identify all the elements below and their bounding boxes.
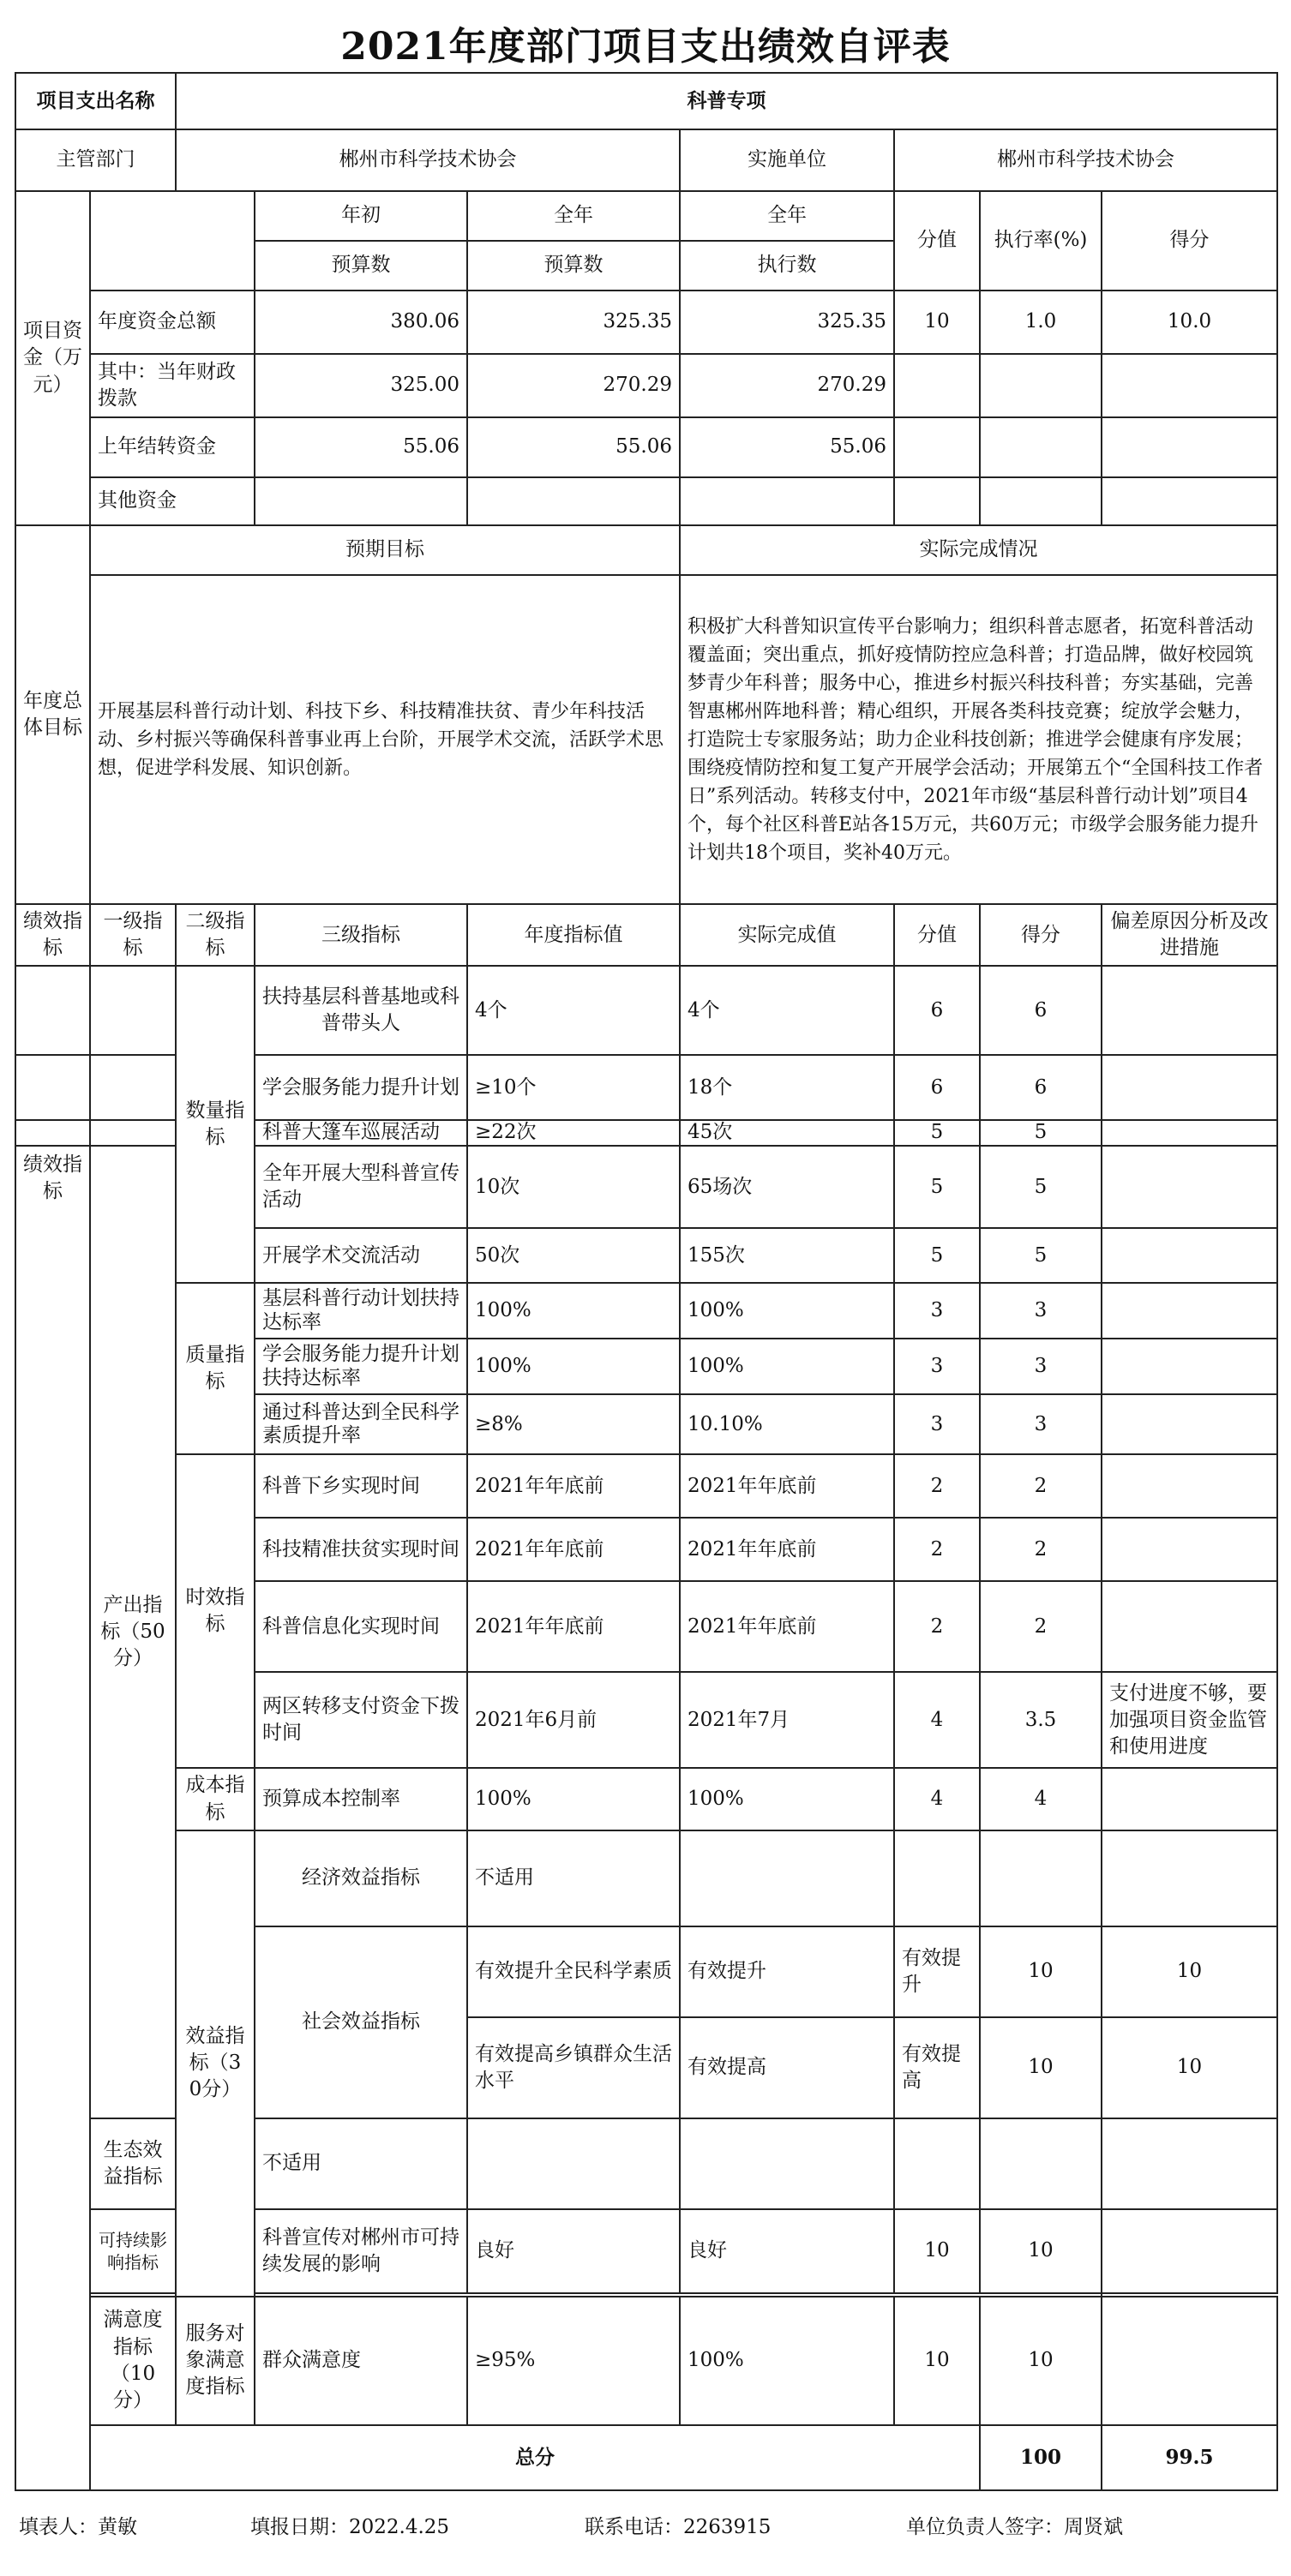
indicator-actual: 100%	[680, 1339, 894, 1394]
indicator-name: 开展学术交流活动	[255, 1228, 467, 1283]
indicator-target: ≥10个	[467, 1055, 680, 1120]
social-label: 社会效益指标	[255, 1926, 467, 2118]
indicator-target: 2021年年底前	[467, 1581, 680, 1672]
indicator-value: 3	[894, 1394, 980, 1454]
funds-col-value: 分值	[894, 191, 980, 291]
indicator-value: 3	[894, 1339, 980, 1394]
indicator-name: 科普信息化实现时间	[255, 1581, 467, 1672]
indicator-score: 4	[980, 1768, 1102, 1830]
indicator-value: 6	[894, 1055, 980, 1120]
funds-row-rate	[980, 354, 1102, 417]
indicator-note	[1102, 2297, 1277, 2425]
funds-section-label: 项目资金（万元）	[15, 191, 90, 525]
funds-row-label: 上年结转资金	[90, 417, 255, 477]
page-title: 2021年度部门项目支出绩效自评表	[340, 25, 951, 69]
total-score: 99.5	[1102, 2425, 1277, 2490]
indicator-actual: 100%	[680, 2297, 894, 2425]
indicator-value	[894, 2118, 980, 2209]
satisfaction-label: 满意度指标（10分）	[90, 2297, 176, 2425]
indicator-target: 4个	[467, 966, 680, 1055]
indicator-note: 支付进度不够，要加强项目资金监管和使用进度	[1102, 1672, 1277, 1768]
indicator-name: 扶持基层科普基地或科普带头人	[255, 966, 467, 1055]
indicator-actual: 18个	[680, 1055, 894, 1120]
indicator-name: 不适用	[255, 2118, 467, 2209]
indicator-target: 100%	[467, 1283, 680, 1339]
indicator-note	[1102, 1055, 1277, 1120]
indicator-score: 10	[980, 2209, 1102, 2293]
dept-value: 郴州市科学技术协会	[176, 129, 680, 191]
indicator-actual: 2021年年底前	[680, 1518, 894, 1581]
indicator-value: 5	[894, 1120, 980, 1146]
funds-col-full-bottom: 预算数	[467, 241, 680, 291]
indicator-target: 良好	[467, 2209, 680, 2293]
funds-row-initial: 380.06	[255, 291, 467, 354]
indicator-note	[1102, 1228, 1277, 1283]
funds-row-full	[467, 477, 680, 525]
ind-header-level1: 一级指标	[90, 904, 176, 966]
footer-leader: 单位负责人签字：周贤斌	[906, 2516, 1123, 2538]
indicator-note	[1102, 1394, 1277, 1454]
funds-col-full-top: 全年	[467, 191, 680, 241]
indicator-name: 科普下乡实现时间	[255, 1454, 467, 1518]
footer-filler: 填表人：黄敏	[19, 2516, 137, 2538]
empty-cell	[90, 1120, 176, 1146]
indicator-note	[1102, 1120, 1277, 1146]
indicator-score: 6	[980, 1055, 1102, 1120]
indicator-value: 2	[894, 1518, 980, 1581]
indicator-name: 预算成本控制率	[255, 1768, 467, 1830]
indicator-score: 5	[980, 1228, 1102, 1283]
quantity-label: 数量指标	[176, 966, 255, 1283]
unit-label: 实施单位	[680, 129, 894, 191]
funds-row-score	[1102, 354, 1277, 417]
total-label: 总分	[90, 2425, 980, 2490]
indicator-target: 10次	[467, 1146, 680, 1228]
indicator-actual: 155次	[680, 1228, 894, 1283]
indicator-value: 4	[894, 1768, 980, 1830]
indicator-target: ≥22次	[467, 1120, 680, 1146]
indicator-note	[1102, 2118, 1277, 2209]
indicator-target: 2021年年底前	[467, 1454, 680, 1518]
indicator-value: 6	[894, 966, 980, 1055]
indicator-name: 有效提高乡镇群众生活水平	[467, 2017, 680, 2118]
project-name-label: 项目支出名称	[15, 73, 176, 129]
funds-row-exec	[680, 477, 894, 525]
funds-col-initial-top: 年初	[255, 191, 467, 241]
funds-row-rate	[980, 477, 1102, 525]
funds-row-label: 年度资金总额	[90, 291, 255, 354]
funds-row-score	[1102, 417, 1277, 477]
indicator-value: 10	[894, 2209, 980, 2293]
indicator-actual: 10.10%	[680, 1394, 894, 1454]
indicator-score: 3	[980, 1394, 1102, 1454]
goals-section-label: 年度总体目标	[15, 525, 90, 904]
indicator-name: 学会服务能力提升计划扶持达标率	[255, 1339, 467, 1394]
indicator-name: 群众满意度	[255, 2297, 467, 2425]
funds-col-initial-bottom: 预算数	[255, 241, 467, 291]
funds-row-value: 10	[894, 291, 980, 354]
indicator-score: 3.5	[980, 1672, 1102, 1768]
funds-row-rate: 1.0	[980, 291, 1102, 354]
indicator-score: 3	[980, 1339, 1102, 1394]
indicator-score: 2	[980, 1518, 1102, 1581]
funds-col-exec-top: 全年	[680, 191, 894, 241]
indicator-target: 2021年年底前	[467, 1518, 680, 1581]
footer	[19, 2501, 1279, 2552]
indicator-target: 2021年6月前	[467, 1672, 680, 1768]
indicator-target: 有效提高	[680, 2017, 894, 2118]
funds-row-initial	[255, 477, 467, 525]
indicator-value: 10	[980, 1926, 1102, 2017]
indicator-note	[1102, 1339, 1277, 1394]
indicator-actual: 45次	[680, 1120, 894, 1146]
indicator-name: 有效提升全民科学素质	[467, 1926, 680, 2017]
indicator-name: 科普宣传对郴州市可持续发展的影响	[255, 2209, 467, 2293]
indicator-name: 不适用	[467, 1830, 680, 1926]
indicator-note	[1102, 1581, 1277, 1672]
indicator-score: 10	[1102, 2017, 1277, 2118]
cost-label: 成本指标	[176, 1768, 255, 1830]
indicator-note	[1102, 1768, 1277, 1830]
funds-row-initial: 55.06	[255, 417, 467, 477]
funds-row-full: 325.35	[467, 291, 680, 354]
funds-row-score: 10.0	[1102, 291, 1277, 354]
indicator-actual: 100%	[680, 1768, 894, 1830]
output-label: 产出指标（50分）	[90, 1146, 176, 2118]
indicator-name: 科普大篷车巡展活动	[255, 1120, 467, 1146]
indicator-value: 10	[980, 2017, 1102, 2118]
ind-header-score: 得分	[980, 904, 1102, 966]
indicator-value	[980, 1830, 1102, 1926]
indicator-value: 2	[894, 1454, 980, 1518]
empty-cell	[90, 966, 176, 1055]
indicator-note	[1102, 1518, 1277, 1581]
empty-cell	[15, 1120, 90, 1146]
indicator-name: 通过科普达到全民科学素质提升率	[255, 1394, 467, 1454]
indicator-name: 科技精准扶贫实现时间	[255, 1518, 467, 1581]
indicator-score: 6	[980, 966, 1102, 1055]
indicator-name: 学会服务能力提升计划	[255, 1055, 467, 1120]
indicator-actual: 2021年年底前	[680, 1581, 894, 1672]
indicator-target: 100%	[467, 1768, 680, 1830]
funds-row-value	[894, 354, 980, 417]
funds-row-label: 其他资金	[90, 477, 255, 525]
empty-cell	[15, 1055, 90, 1120]
indicator-score	[980, 2118, 1102, 2209]
indicator-note	[1102, 966, 1277, 1055]
indicator-actual: 有效提升	[894, 1926, 980, 2017]
total-value: 100	[980, 2425, 1102, 2490]
indicator-actual: 良好	[680, 2209, 894, 2293]
funds-col-exec-bottom: 执行数	[680, 241, 894, 291]
project-name: 科普专项	[176, 73, 1277, 129]
ind-header-actual: 实际完成值	[680, 904, 894, 966]
indicator-note	[1102, 1454, 1277, 1518]
funds-col-rate: 执行率(%)	[980, 191, 1102, 291]
service-label: 服务对象满意度指标	[176, 2297, 255, 2425]
indicator-target	[467, 2118, 680, 2209]
funds-row-rate	[980, 417, 1102, 477]
ind-header-value: 分值	[894, 904, 980, 966]
funds-row-score	[1102, 477, 1277, 525]
indicator-score	[1102, 1830, 1277, 1926]
goals-expected-text: 开展基层科普行动计划、科技下乡、科技精准扶贫、青少年科技活动、乡村振兴等确保科普事业再上台阶，开展学术交流，活跃学术思想，促进学科发展、知识创新。	[90, 575, 680, 904]
economic-label: 经济效益指标	[255, 1830, 467, 1926]
ind-header-level2: 二级指标	[176, 904, 255, 966]
funds-col-score: 得分	[1102, 191, 1277, 291]
indicator-score: 3	[980, 1283, 1102, 1339]
indicator-name: 基层科普行动计划扶持达标率	[255, 1283, 467, 1339]
empty-cell	[15, 966, 90, 1055]
indicator-target: ≥95%	[467, 2297, 680, 2425]
quality-label: 质量指标	[176, 1283, 255, 1454]
perf-label: 绩效指标	[15, 1146, 90, 2489]
indicator-value: 10	[894, 2297, 980, 2425]
unit-value: 郴州市科学技术协会	[894, 129, 1277, 191]
funds-row-initial: 325.00	[255, 354, 467, 417]
indicator-actual: 65场次	[680, 1146, 894, 1228]
indicator-target: 50次	[467, 1228, 680, 1283]
indicator-actual: 有效提高	[894, 2017, 980, 2118]
ecological-label: 生态效益指标	[90, 2118, 176, 2209]
indicator-target	[680, 1830, 894, 1926]
funds-row-value	[894, 417, 980, 477]
goals-actual-text: 积极扩大科普知识宣传平台影响力；组织科普志愿者，拓宽科普活动覆盖面；突出重点，抓好疫情防控应急科普；打造品牌，做好校园筑梦青少年科普；服务中心，推进乡村振兴科技科普；夯实基础，完善智惠郴州阵地科普；精心组织，开展各类科技竞赛；绽放学会魅力，打造院士专家服务站；助力企业科技创新；推进学会健康有序发展；围绕疫情防控和复工复产开展学会活动；开展第五个“全国科技工作者日”系列活动。转移支付中，2021年市级“基层科普行动计划”项目4个，每个社区科普E站各15万元，共60万元；市级学会服务能力提升计划共18个项目，奖补40万元。	[680, 575, 1277, 904]
self-evaluation-table	[15, 72, 1278, 2491]
indicator-actual: 100%	[680, 1283, 894, 1339]
indicator-score: 2	[980, 1454, 1102, 1518]
indicator-target: ≥8%	[467, 1394, 680, 1454]
ind-header-perf: 绩效指标	[15, 904, 90, 966]
indicator-score: 10	[1102, 1926, 1277, 2017]
funds-row-exec: 325.35	[680, 291, 894, 354]
benefit-label: 效益指标（30分）	[176, 1830, 255, 2297]
empty-cell	[90, 1055, 176, 1120]
indicator-value: 3	[894, 1283, 980, 1339]
funds-row-full: 270.29	[467, 354, 680, 417]
indicator-value: 5	[894, 1146, 980, 1228]
indicator-actual	[680, 2118, 894, 2209]
indicator-note	[1102, 1146, 1277, 1228]
funds-row-value	[894, 477, 980, 525]
sustain-label: 可持续影响指标	[90, 2209, 176, 2293]
indicator-target: 有效提升	[680, 1926, 894, 2017]
indicator-value: 4	[894, 1672, 980, 1768]
goals-actual-label: 实际完成情况	[680, 525, 1277, 575]
indicator-value: 2	[894, 1581, 980, 1672]
indicator-actual	[894, 1830, 980, 1926]
indicator-note	[1102, 1283, 1277, 1339]
indicator-target: 100%	[467, 1339, 680, 1394]
funds-row-label: 其中：当年财政拨款	[90, 354, 255, 417]
indicator-actual: 2021年年底前	[680, 1454, 894, 1518]
indicator-score: 10	[980, 2297, 1102, 2425]
indicator-value: 5	[894, 1228, 980, 1283]
indicator-score: 5	[980, 1120, 1102, 1146]
indicator-name: 两区转移支付资金下拨时间	[255, 1672, 467, 1768]
ind-header-level3: 三级指标	[255, 904, 467, 966]
funds-row-exec: 270.29	[680, 354, 894, 417]
indicator-actual: 4个	[680, 966, 894, 1055]
dept-label: 主管部门	[15, 129, 176, 191]
footer-date: 填报日期：2022.4.25	[250, 2516, 450, 2538]
timeliness-label: 时效指标	[176, 1454, 255, 1768]
indicator-actual: 2021年7月	[680, 1672, 894, 1768]
indicator-score: 5	[980, 1146, 1102, 1228]
goals-expected-label: 预期目标	[90, 525, 680, 575]
footer-phone: 联系电话：2263915	[585, 2516, 772, 2538]
indicator-score: 2	[980, 1581, 1102, 1672]
ind-header-target: 年度指标值	[467, 904, 680, 966]
funds-blank-header	[90, 191, 255, 291]
funds-row-exec: 55.06	[680, 417, 894, 477]
funds-row-full: 55.06	[467, 417, 680, 477]
indicator-note	[1102, 2209, 1277, 2293]
ind-header-note: 偏差原因分析及改进措施	[1102, 904, 1277, 966]
indicator-name: 全年开展大型科普宣传活动	[255, 1146, 467, 1228]
